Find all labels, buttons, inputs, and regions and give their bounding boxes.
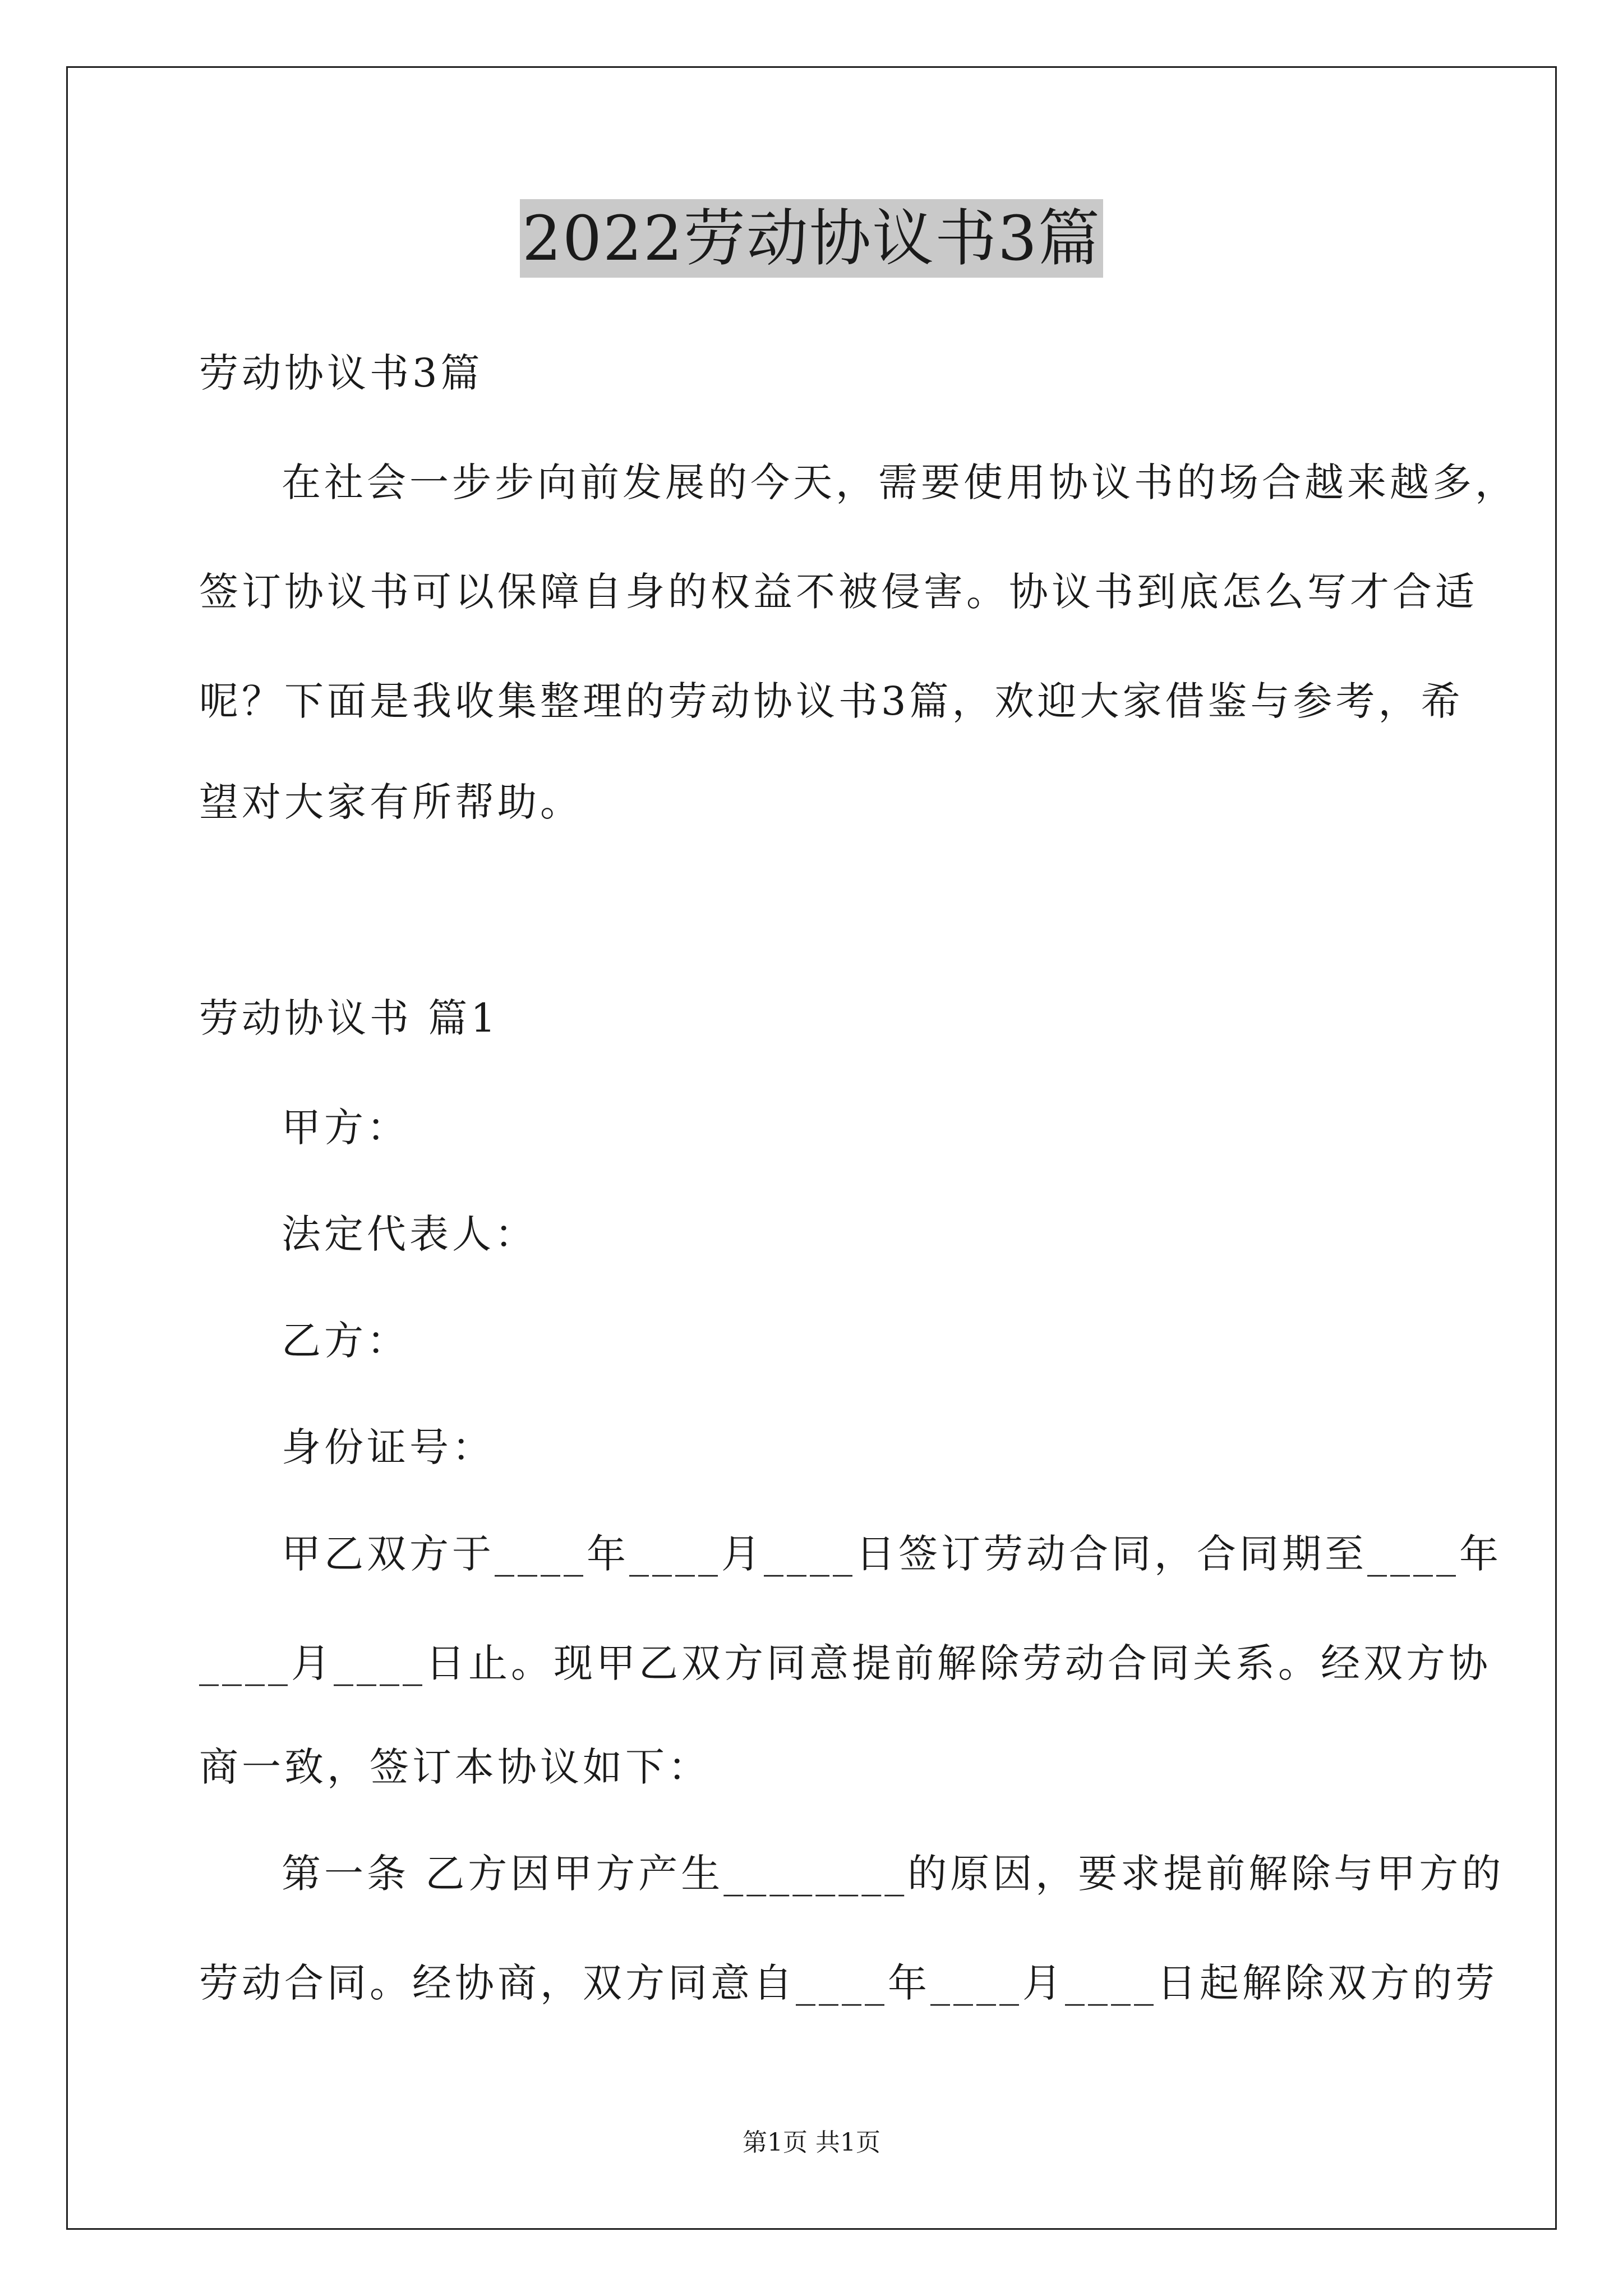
- id-number-label: 身份证号：: [282, 1424, 495, 1470]
- intro-line-1: 在社会一步步向前发展的今天，需要使用协议书的场合越来越多，: [282, 459, 1518, 505]
- document-title: 2022劳动协议书3篇: [520, 199, 1103, 278]
- intro-line-4: 望对大家有所帮助。: [199, 779, 583, 825]
- title-container: [0, 199, 1623, 278]
- intro-line-2: 签订协议书可以保障自身的权益不被侵害。协议书到底怎么写才合适: [199, 569, 1478, 615]
- party-b-label: 乙方：: [282, 1318, 409, 1364]
- intro-line-3: 呢？下面是我收集整理的劳动协议书3篇，欢迎大家借鉴与参考，希: [199, 678, 1464, 724]
- article-1-line-2: 劳动合同。经协商，双方同意自____年____月____日起解除双方的劳: [199, 1960, 1498, 2006]
- contract-paragraph-line-2: ____月____日止。现甲乙双方同意提前解除劳动合同关系。经双方协: [199, 1640, 1491, 1686]
- legal-representative-label: 法定代表人：: [282, 1211, 537, 1257]
- contract-paragraph-line-1: 甲乙双方于____年____月____日签订劳动合同，合同期至____年: [282, 1531, 1502, 1577]
- contract-paragraph-line-3: 商一致，签订本协议如下：: [199, 1744, 711, 1790]
- subtitle-line: 劳动协议书3篇: [199, 350, 483, 396]
- section-heading: 劳动协议书 篇1: [199, 995, 499, 1041]
- party-a-label: 甲方：: [282, 1105, 409, 1151]
- page-footer: 第1页 共1页: [743, 2128, 880, 2157]
- article-1-line-1: 第一条 乙方因甲方产生________的原因，要求提前解除与甲方的: [282, 1851, 1505, 1897]
